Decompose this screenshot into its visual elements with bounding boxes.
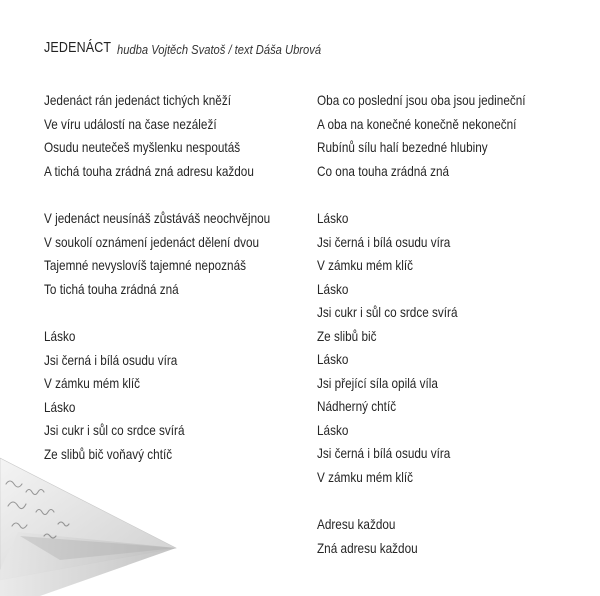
right-stanza-3 bbox=[317, 513, 565, 560]
lyric-line: Jsi černá i bílá osudu víra bbox=[317, 233, 451, 250]
lyric-line: V zámku mém klíč bbox=[317, 257, 414, 273]
lyric-line: Co ona touha zrádná zná bbox=[317, 162, 450, 179]
lyric-line: Lásko bbox=[317, 280, 349, 297]
lyric-line: Jsi cukr i sůl co srdce svírá bbox=[44, 422, 185, 438]
lyric-line: Rubínů sílu halí bezedné hlubiny bbox=[317, 139, 488, 155]
song-title: JEDENÁCT bbox=[44, 40, 112, 56]
lyric-line: V jedenáct neusínáš zůstáváš neochvějnou bbox=[44, 210, 271, 226]
lyric-line: Nádherný chtíč bbox=[317, 398, 397, 414]
lyric-line: V zámku mém klíč bbox=[44, 375, 141, 391]
lyric-line: Ze slibů bič voňavý chtíč bbox=[44, 445, 173, 462]
right-stanza-2 bbox=[317, 207, 565, 489]
paper-airplane-icon bbox=[0, 440, 180, 596]
lyric-line: Jsi černá i bílá osudu víra bbox=[317, 445, 451, 461]
lyric-line: Adresu každou bbox=[317, 516, 396, 532]
lyric-line: Zná adresu každou bbox=[317, 539, 418, 556]
lyric-line: Lásko bbox=[317, 421, 349, 438]
lyric-line: Jsi přející síla opilá víla bbox=[317, 374, 438, 391]
lyric-line: Lásko bbox=[44, 398, 76, 415]
lyrics-right-column bbox=[317, 89, 565, 584]
right-stanza-1 bbox=[317, 89, 565, 183]
lyric-line: A oba na konečné konečně nekoneční bbox=[317, 115, 517, 132]
lyric-line: Lásko bbox=[44, 328, 76, 344]
lyric-line: Jsi cukr i sůl co srdce svírá bbox=[317, 304, 458, 320]
lyric-line: Osudu neutečeš myšlenku nespoutáš bbox=[44, 139, 241, 155]
lyric-line: Jsi černá i bílá osudu víra bbox=[44, 351, 178, 368]
lyric-line: Ve víru událostí na čase nezáleží bbox=[44, 115, 217, 132]
lyric-line: A tichá touha zrádná zná adresu každou bbox=[44, 162, 254, 179]
lyric-line: Lásko bbox=[317, 351, 349, 367]
song-credits: hudba Vojtěch Svatoš / text Dáša Ubrová bbox=[117, 42, 322, 57]
lyric-line: Tajemné nevyslovíš tajemné nepoznáš bbox=[44, 257, 246, 273]
lyric-line: Ze slibů bič bbox=[317, 327, 377, 344]
lyrics-left-column bbox=[44, 89, 313, 490]
lyric-line: Lásko bbox=[317, 210, 349, 226]
left-stanza-2 bbox=[44, 207, 313, 301]
lyric-line: To tichá touha zrádná zná bbox=[44, 280, 179, 297]
lyric-line: Oba co poslední jsou oba jsou jedineční bbox=[317, 92, 526, 108]
lyric-line: V soukolí oznámení jedenáct dělení dvou bbox=[44, 233, 260, 250]
left-stanza-1 bbox=[44, 89, 313, 183]
lyric-line: V zámku mém klíč bbox=[317, 468, 414, 485]
lyric-line: Jedenáct rán jedenáct tichých kněží bbox=[44, 92, 231, 108]
